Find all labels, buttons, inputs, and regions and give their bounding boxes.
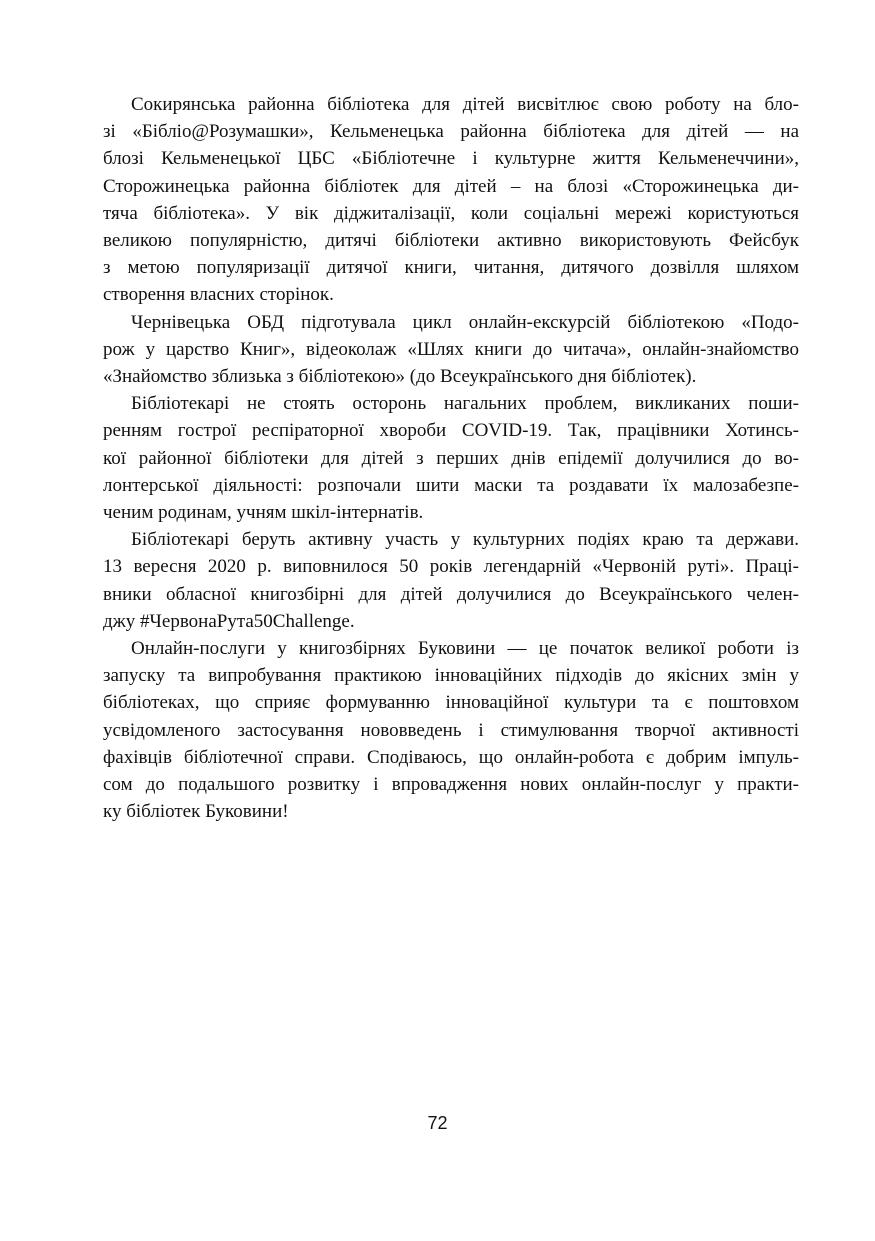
text-line: лонтерської діяльності: розпочали шити маски та роздавати їх малозабезпе- [103,474,799,496]
text-line: великою популярністю, дитячі бібліотеки активно використовують Фейсбук [103,230,799,252]
text-line: з метою популяризації дитячої книги, читання, дитячого дозвілля шляхом [103,257,799,279]
text-line: джу #ЧервонаРута50Challenge. [103,610,355,632]
text-line: зі «Бібліо@Розумашки», Кельменецька районна бібліотека для дітей — на [103,121,799,143]
text-line: усвідомленого застосування нововведень і стимулювання творчої активності [103,719,799,741]
text-line: Сторожинецька районна бібліотек для дітей – на блозі «Сторожинецька ди- [103,175,799,197]
text-line: 13 вересня 2020 р. виповнилося 50 років легендарній «Червоній руті». Праці- [103,556,799,578]
text-line: Чернівецька ОБД підготувала цикл онлайн-екскурсій бібліотекою «Подо- [131,311,799,333]
text-line: Сокирянська районна бібліотека для дітей висвітлює свою роботу на бло- [131,94,799,115]
text-line: блозі Кельменецької ЦБС «Бібліотечне і культурне життя Кельменеччини», [103,148,799,170]
paragraph-5 [103,635,799,825]
text-line: ченим родинам, учням шкіл-інтернатів. [103,502,424,524]
text-line: Онлайн-послуги у книгозбірнях Буковини — це початок великої роботи із [131,638,799,660]
paragraph-2 [103,309,799,391]
text-line: вники обласної книгозбірні для дітей долучилися до Всеукраїнського челен- [103,583,799,605]
text-line: фахівців бібліотечної справи. Сподіваюсь, що онлайн-робота є добрим імпуль- [103,746,799,768]
text-line: кої районної бібліотеки для дітей з перших днів епідемії долучилися до во- [103,447,799,469]
text-line: «Знайомство зблизька з бібліотекою» (до Всеукраїнського дня бібліотек). [103,366,697,388]
text-line: ку бібліотек Буковини! [103,801,289,823]
paragraph-3 [103,390,799,526]
text-line: Бібліотекарі не стоять осторонь нагальних проблем, викликаних поши- [131,393,799,415]
page-number: 72 [427,1113,448,1133]
paragraph-4 [103,526,799,635]
text-line: тяча бібліотека». У вік діджиталізації, коли соціальні мережі користуються [103,202,799,224]
text-line: рож у царство Книг», відеоколаж «Шлях книги до читача», онлайн-знайомство [103,338,799,360]
text-line: запуску та випробування практикою інноваційних підходів до якісних змін у [103,665,799,687]
text-line: ренням гострої респіраторної хвороби COVID-19. Так, працівники Хотинсь- [103,420,799,442]
text-line: сом до подальшого розвитку і впровадження нових онлайн-послуг у практи- [103,774,799,796]
body-text [103,91,799,825]
text-line: створення власних сторінок. [103,284,334,306]
text-line: бібліотеках, що сприяє формуванню інноваційної культури та є поштовхом [103,692,799,714]
text-line: Бібліотекарі беруть активну участь у культурних подіях краю та держави. [131,529,799,551]
paragraph-1 [103,91,799,309]
